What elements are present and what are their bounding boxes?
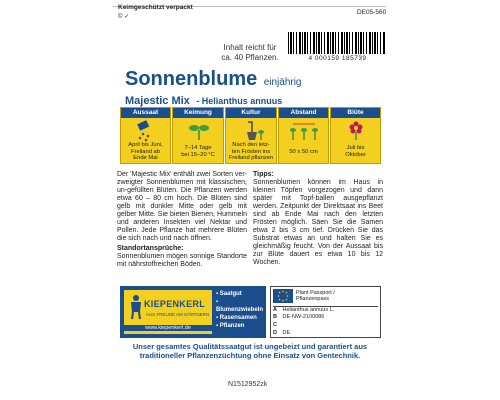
brand-list-label: Pflanzen: [219, 323, 245, 329]
variety-name: Majestic Mix: [125, 95, 190, 107]
passport-value: DE-NW-2100086: [282, 314, 325, 320]
quality-line-1: Unser gesamtes Qualitätssaatgut ist ungebeizt und garantiert aus: [132, 342, 368, 351]
quality-note: [110, 342, 390, 360]
flower-icon: [331, 120, 380, 142]
passport-row-a: [273, 306, 378, 313]
passport-value: Helianthus annuus L.: [282, 307, 335, 313]
brand-list-item: ▪ Saatgut: [216, 291, 242, 297]
barcode: [288, 32, 387, 65]
location-text: Sonnenblumen mögen sonnige Standorte mit nährstoffreichen Böden.: [117, 253, 247, 268]
certification-mark: © ✓: [118, 14, 130, 20]
kiepenkerl-figure-icon: [128, 294, 144, 325]
description-right: [253, 171, 383, 267]
product-type: einjährig: [263, 77, 302, 88]
eu-flag-icon: [273, 289, 293, 303]
info-column-text: Nach den letz- ten Frösten ins Freiland pflanzen: [228, 141, 274, 162]
sprout-icon: [173, 120, 223, 142]
brand-list-item: ▪ Pflanzen: [216, 323, 245, 329]
brand-list-label: Blumenzwiebeln: [216, 307, 264, 313]
passport-value: DE: [282, 330, 291, 336]
location-title: Standortansprüche:: [117, 245, 184, 252]
latin-name: - Helianthus annuus: [196, 96, 283, 106]
info-column-title: Aussaat: [121, 108, 170, 118]
passport-key: A: [273, 307, 277, 313]
info-columns: [120, 107, 381, 164]
yield-note: [205, 43, 295, 63]
passport-row-b: [273, 314, 378, 320]
brand-tagline: AUS FREUDE AM GÄRTNERN: [146, 312, 210, 317]
passport-title: Plant Passport /: [296, 290, 335, 296]
product-title: [125, 68, 302, 91]
info-column-title: Kultur: [226, 108, 276, 118]
lot-number: N1512952zk: [228, 381, 268, 388]
info-column-text: April bis Juni, Freiland ab Ende Mai: [128, 141, 163, 162]
passport-key: C: [273, 322, 277, 328]
brand-list-label: Rasensamen: [219, 315, 257, 321]
info-column-text: 7–14 Tage bei 15–20 °C: [181, 145, 215, 158]
passport-subtitle: Pflanzenpass: [296, 296, 330, 302]
barcode-bars: [288, 32, 385, 54]
passport-key: D: [273, 330, 277, 336]
info-column-title: Keimung: [173, 108, 223, 118]
article-code: DE05-560: [357, 9, 387, 16]
info-column-kultur: [225, 107, 277, 164]
tips-title: Tipps:: [253, 171, 274, 178]
brand-list-item: ▪ Rasensamen: [216, 315, 257, 321]
yield-line-1: Inhalt reicht für: [223, 43, 277, 52]
brand-website: www.kiepenkerl.de: [124, 325, 212, 331]
spade-icon: [226, 120, 276, 142]
brand-list-label: Saatgut: [219, 291, 242, 297]
seed-protection-note: Keimgeschützt verpackt: [118, 4, 193, 11]
brand-block: [120, 286, 266, 338]
info-column-text: Juli bis Oktober: [345, 145, 366, 158]
variety-description: Der 'Majestic Mix' enthält zwei Sorten ver-zweigter Sonnenblumen mit klassischen, un-gefüllten Blüten. Die Pflanzen werden etwa 60 – 80 cm hoch. Die Blüten sind gelb mit dunkler Mitte oder gelb mit gelber Mitte. Sie bieten Bienen, Hummeln und anderen Insekten viel Nektar und Pollen. Jede Pflanze hat mehrere Blüten die sich nach und nach öffnen.: [117, 171, 247, 242]
brand-list-item: ▪ Blumenzwiebeln: [216, 299, 264, 313]
plant-passport: [270, 286, 381, 338]
info-column-text: 50 x 50 cm: [289, 148, 318, 155]
info-column-bluete: [330, 107, 381, 164]
yield-line-2: ca. 40 Pflanzen.: [221, 53, 279, 62]
info-column-aussaat: [120, 107, 171, 164]
info-column-title: Abstand: [279, 108, 328, 118]
barcode-digits: 4 000159 185739: [308, 55, 367, 62]
passport-row-c: [273, 322, 378, 328]
info-column-title: Blüte: [331, 108, 380, 118]
brand-product-list: [216, 290, 266, 330]
info-column-keimung: [172, 107, 224, 164]
quality-line-2: traditioneller Pflanzenzüchtung ohne Einsatz von Gentechnik.: [139, 351, 361, 360]
passport-row-d: [273, 330, 378, 336]
passport-key: B: [273, 314, 277, 320]
spacing-icon: [279, 120, 328, 142]
info-column-abstand: [278, 107, 329, 164]
tips-text: Sonnenblumen können im Haus in kleinen Töpfen vorgezogen und dann später mit Topf-ballen ausgepflanzt werden. Zeitpunkt der Direktsaat ins Beet sind ab Ende Mai nach den letzten Frösten möglich. Säen Sie die Samen etwa 2 bis 3 cm tief. Drücken Sie das Substrat etwas an und halten Sie es gleichmäßig feucht. Von der Aussaat bis zur Blüte dauert es etwa 10 bis 12 Wochen.: [253, 179, 383, 266]
description-left: [117, 171, 247, 269]
seeds-icon: [121, 120, 170, 142]
product-name: Sonnenblume: [125, 68, 258, 90]
brand-name: KIEPENKERL: [144, 299, 206, 309]
